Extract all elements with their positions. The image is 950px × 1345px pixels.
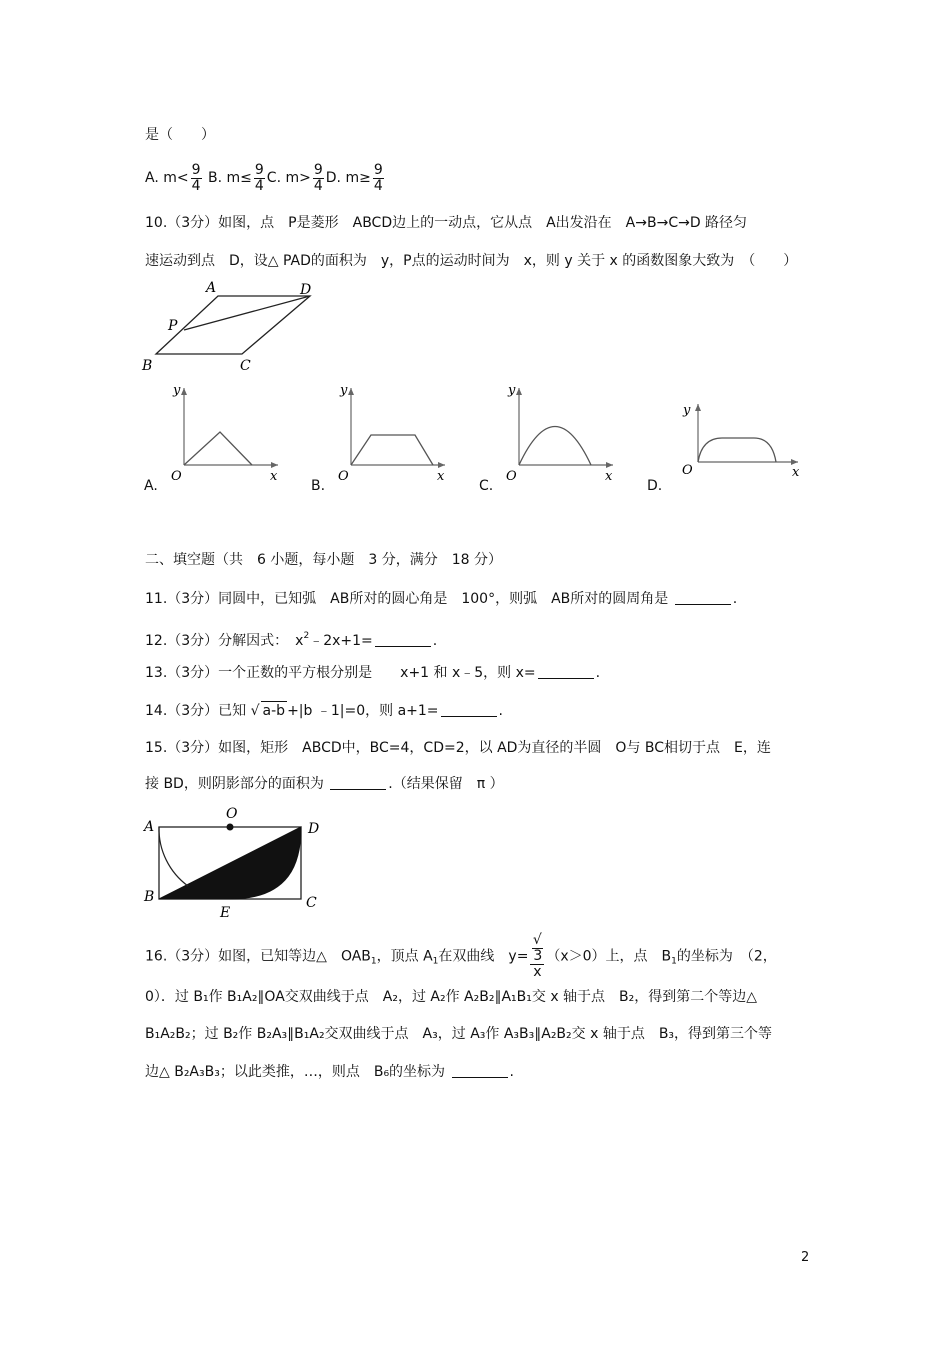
q14-answer-blank [441, 702, 497, 717]
graph-c-y-label: y [508, 383, 516, 398]
q11-text: 11.（3分）同圆中，已知弧 AB所对的圆心角是 100°，则弧 AB所对的圆周角是 [145, 591, 669, 607]
q9-option-d-expr: m≥ [345, 170, 371, 186]
q10-rhombus-figure [140, 278, 320, 378]
graph-b-y-label: y [340, 383, 348, 398]
q9-option-d-label: D. [325, 170, 342, 186]
q9-option-b-expr: m≤ [226, 170, 252, 186]
q9-option-c-fraction: $\frac{9}{4}$ [313, 161, 323, 194]
q14-prefix: 14.（3分）已知 [145, 703, 247, 719]
q15-line2-prefix: 接 BD，则阴影部分的面积为 [145, 776, 324, 792]
q9-options [145, 160, 386, 196]
q16-line4 [145, 1063, 514, 1081]
q16-line3: B₁A₂B₂；过 B₂作 B₂A₃∥B₁A₂交双曲线于点 A₃，过 A₃作 A₃B₃∥A₂B₂交 x 轴于点 B₃，得到第三个等 [145, 1026, 773, 1042]
q16-line1-suffix: （x＞0）上，点 B [546, 948, 672, 965]
graph-d-x-label: x [792, 465, 800, 480]
q15-line1: 15.（3分）如图，矩形 ABCD中，BC=4，CD=2，以 AD为直径的半圆 O与 BC相切于点 E，连 [145, 740, 771, 756]
q11 [145, 590, 737, 608]
q15-answer-blank [330, 775, 386, 790]
q13-answer-blank [538, 664, 594, 679]
label-d: D [300, 282, 312, 298]
graph-a-y-label: y [173, 383, 181, 398]
q12-end: . [432, 633, 438, 649]
q15-rectangle-figure [140, 803, 330, 921]
q9-option-a-expr: m< [163, 170, 189, 186]
label-a: A [144, 819, 155, 835]
q9-option-b-label: B. [207, 170, 223, 186]
q10-graph-b [335, 380, 455, 485]
q10-option-b: B. [311, 478, 326, 494]
q10-line1: 10.（3分）如图，点 P是菱形 ABCD边上的一动点，它从点 A出发沿在 A→B→C→D 路径匀 [145, 215, 748, 231]
q10-graph-a [168, 380, 288, 485]
q11-end: . [732, 591, 738, 607]
segment-pd [184, 296, 310, 330]
q10-graph-d [680, 400, 805, 482]
q12-answer-blank [375, 632, 431, 647]
q9-option-b-fraction: $\frac{9}{4}$ [254, 161, 264, 194]
label-c: C [240, 358, 251, 374]
q9-tail: 是（ ） [145, 127, 215, 143]
graph-a-curve [184, 432, 252, 465]
label-e: E [220, 905, 231, 921]
q10-line2: 速运动到点 D，设△ PAD的面积为 y，P点的运动时间为 x，则 y 关于 x 的函数图象大致为 （ ） [145, 253, 798, 269]
graph-d-curve [698, 438, 776, 462]
graph-c-curve [519, 427, 591, 466]
graph-b-o-label: O [338, 469, 349, 484]
q10-graph-c [503, 380, 623, 485]
q13-end: . [595, 665, 601, 681]
label-c: C [306, 895, 317, 911]
q16-line4-end: . [509, 1064, 514, 1080]
q10-option-a: A. [144, 478, 158, 494]
q11-answer-blank [675, 590, 731, 605]
q15-line2 [145, 775, 504, 793]
sqrt-sign-icon: √ [250, 703, 260, 719]
semicircle-arc [159, 827, 188, 886]
rhombus-abcd [156, 296, 310, 354]
graph-a-x-label: x [270, 469, 278, 484]
q15-line2-suffix: .（结果保留 π ） [388, 776, 504, 792]
q9-option-a-fraction: $\frac{9}{4}$ [191, 161, 201, 194]
label-d: D [308, 821, 320, 837]
q16-line2: 0）．过 B₁作 B₁A₂∥OA交双曲线于点 A₂，过 A₂作 A₂B₂∥A₁B₁交 x 轴于点 B₂，得到第二个等边△ [145, 989, 758, 1005]
graph-d-o-label: O [682, 463, 693, 478]
q13-text: 13.（3分）一个正数的平方根分别是 x+1 和 x﹣5，则 x= [145, 665, 536, 681]
graph-c-o-label: O [506, 469, 517, 484]
sqrt-sign-icon: √ [532, 932, 542, 948]
graph-b-x-label: x [437, 469, 445, 484]
q12-prefix: 12.（3分）分解因式： x [145, 633, 304, 649]
q16-line1-prefix: 16.（3分）如图，已知等边△ OAB [145, 948, 371, 965]
graph-c-x-label: x [605, 469, 613, 484]
graph-d-y-label: y [683, 403, 691, 418]
q10-option-c: C. [479, 478, 494, 494]
q9-option-d-fraction: $\frac{9}{4}$ [373, 161, 383, 194]
label-p: P [168, 318, 178, 334]
q16-hyperbola-fraction: √ 3 x [530, 933, 544, 980]
q14-radicand: a-b [262, 703, 286, 719]
label-b: B [142, 358, 153, 374]
q14-rest: +|b ﹣1|=0，则 a+1= [287, 703, 439, 719]
center-o-dot [227, 824, 234, 831]
q12 [145, 627, 437, 650]
page-number: 2 [801, 1250, 810, 1265]
label-a: A [206, 280, 217, 296]
q12-exponent: 2 [303, 631, 310, 641]
q12-rest: ﹣2x+1= [309, 633, 373, 649]
label-b: B [144, 889, 155, 905]
q10-option-d: D. [647, 478, 663, 494]
q16-line1: 16.（3分）如图，已知等边△ $OAB_1$，顶点 $A_1$在双曲线 y= √ 3 x （x＞0）上，点 $B_1$的坐标为 （2， [145, 932, 777, 980]
q14-end: . [498, 703, 503, 719]
q9-option-a-label: A. [145, 170, 159, 186]
section2-title: 二、填空题（共 6 小题，每小题 3 分，满分 18 分） [145, 552, 502, 568]
graph-b-curve [351, 435, 433, 465]
q16-line1-mid: ，顶点 A [376, 948, 433, 965]
q9-option-c-expr: m> [285, 170, 311, 186]
q14 [145, 701, 503, 720]
graph-a-o-label: O [171, 469, 182, 484]
label-o: O [226, 806, 238, 822]
shaded-region [159, 827, 301, 899]
q16-line1-end: 的坐标为 （2， [676, 948, 777, 965]
q13 [145, 664, 600, 682]
q9-option-c-label: C. [266, 170, 282, 186]
q16-answer-blank [452, 1063, 508, 1078]
q16-line4-prefix: 边△ B₂A₃B₃；以此类推，…，则点 B₆的坐标为 [145, 1064, 446, 1080]
q16-line1-mid2: 在双曲线 y= [438, 948, 529, 965]
